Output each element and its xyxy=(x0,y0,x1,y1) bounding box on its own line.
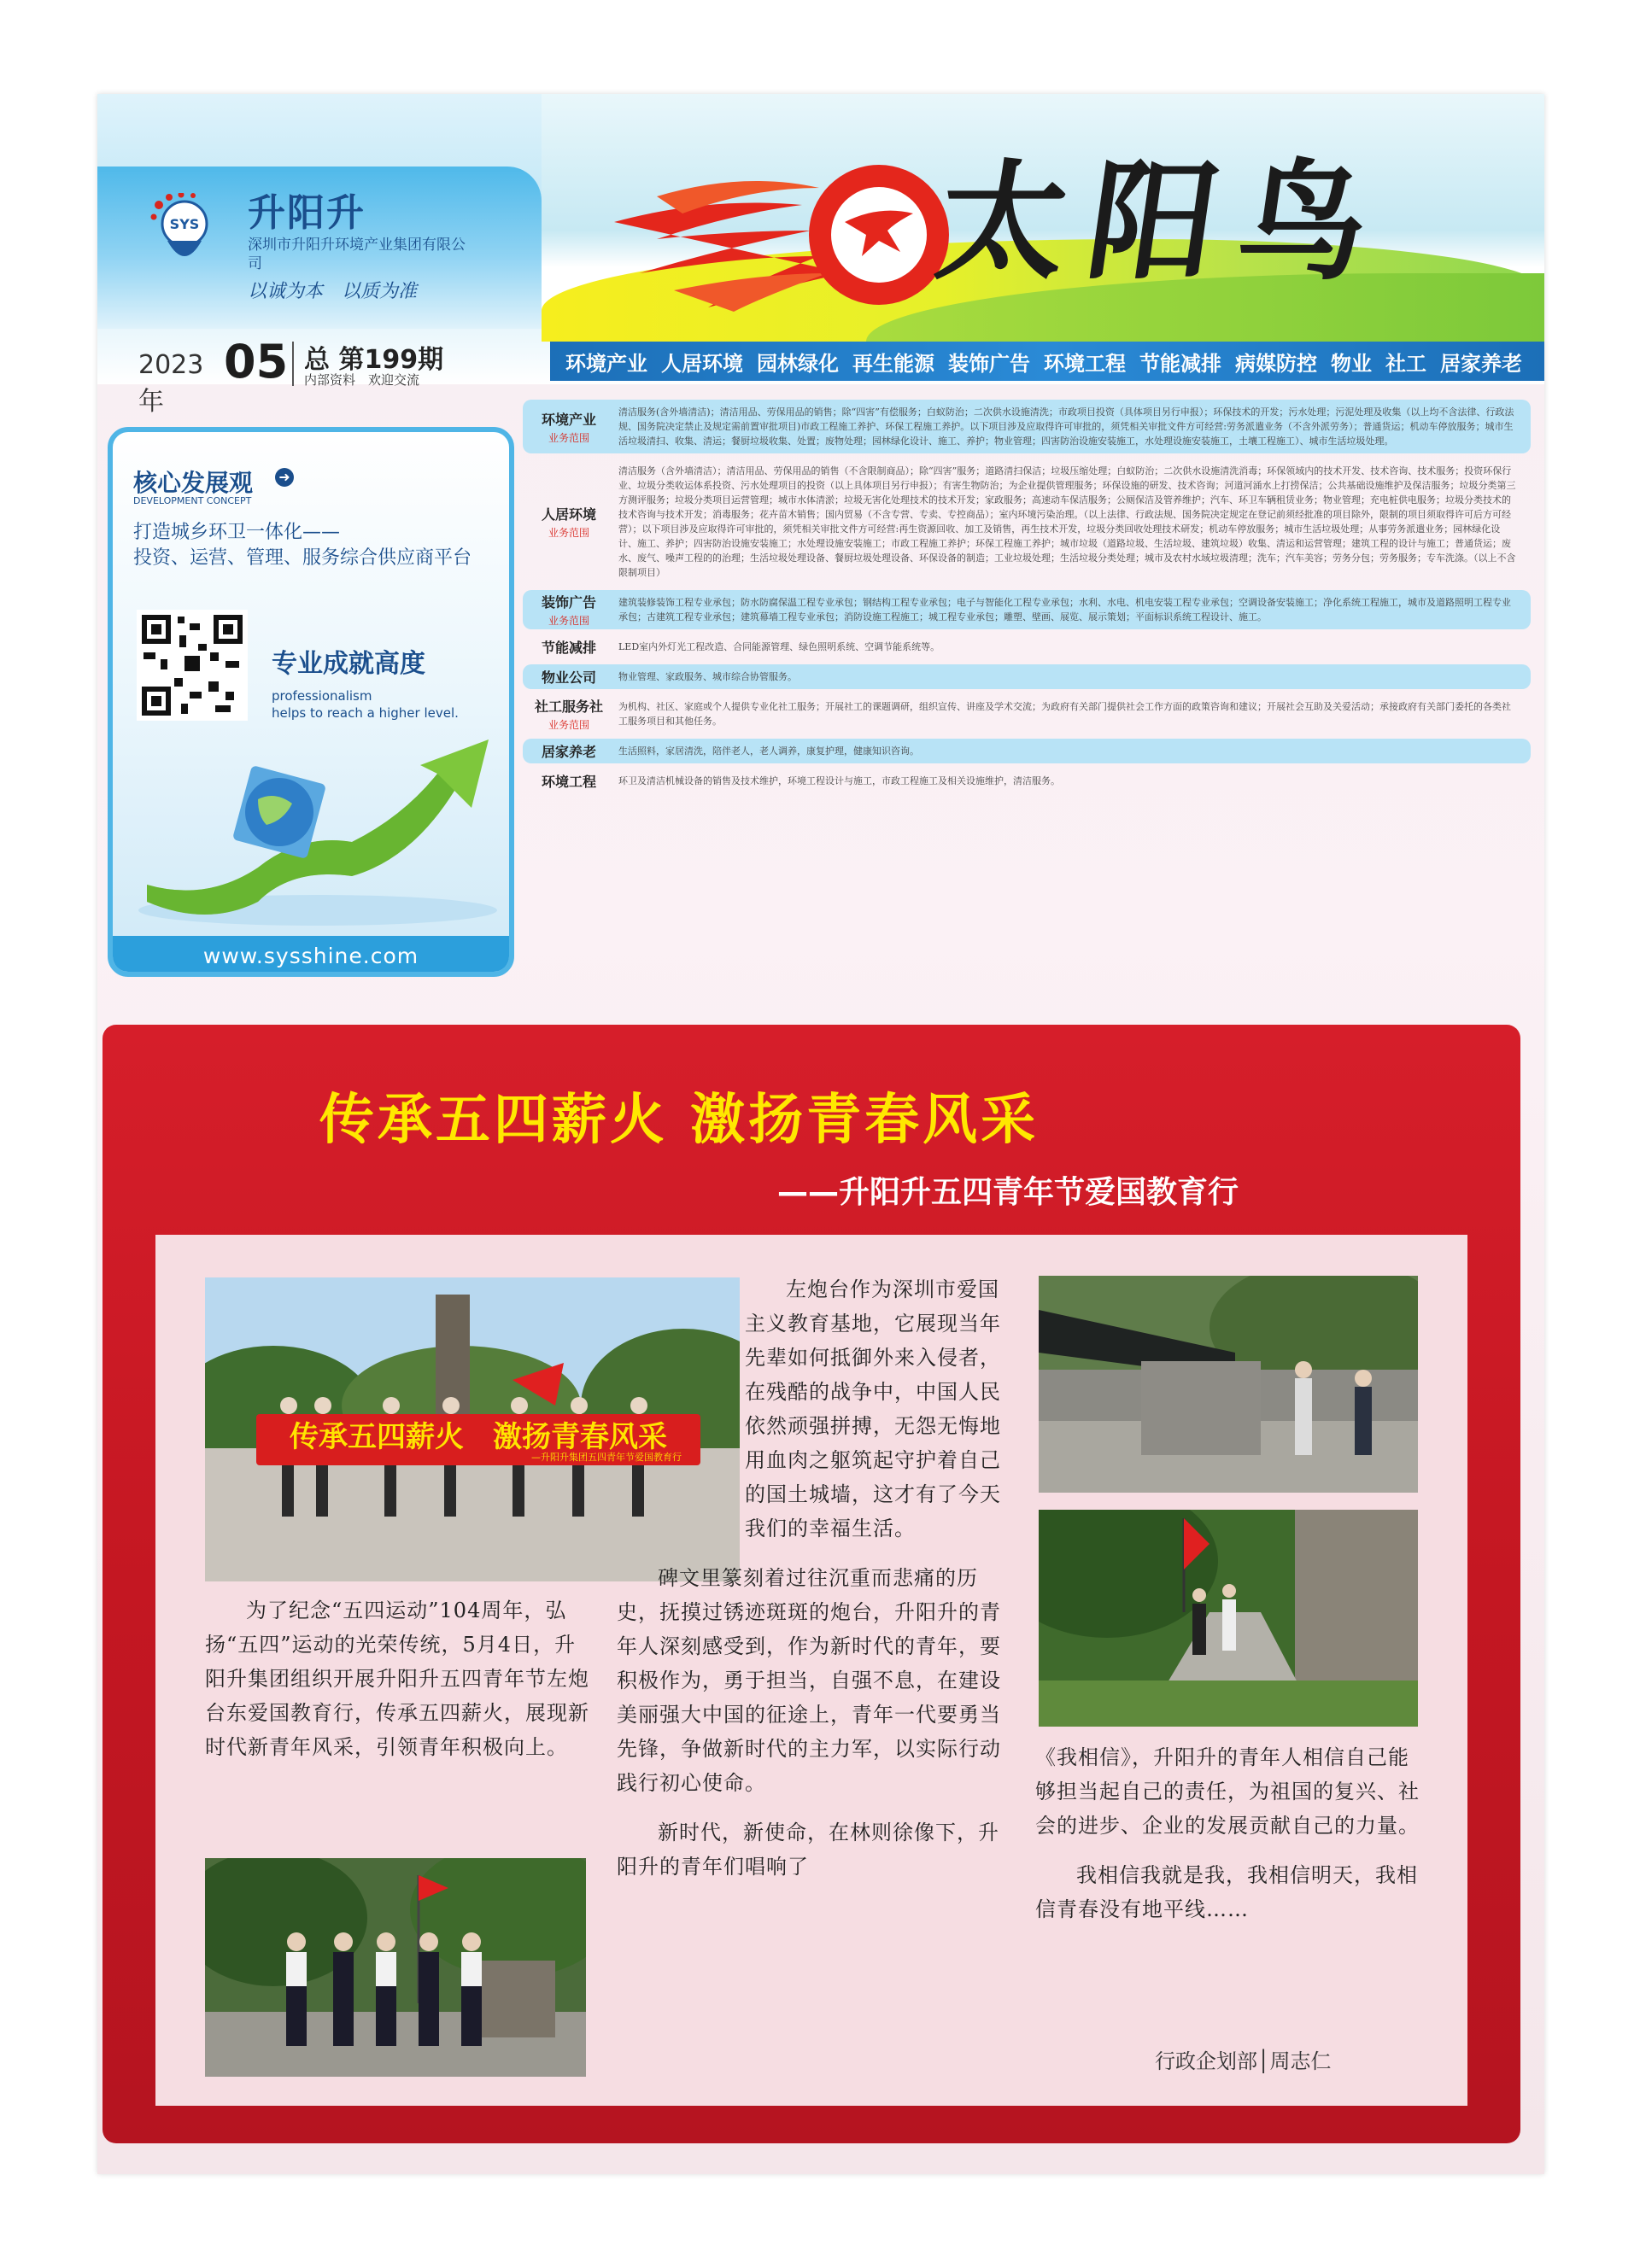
walking-flag-photo xyxy=(1039,1510,1418,1727)
paragraph: 新时代，新使命，在林则徐像下，升阳升的青年们唱响了 xyxy=(617,1821,999,1879)
service-category-label: 物业公司 xyxy=(541,669,596,686)
small-group-photo xyxy=(205,1858,586,2077)
company-motto: 以诚为本 以质为准 xyxy=(248,281,418,302)
service-row xyxy=(523,400,1531,453)
article-column-2-main xyxy=(617,1272,1008,1884)
service-row xyxy=(523,459,1531,585)
slogan-en-2: helps to reach a higher level. xyxy=(272,705,459,721)
nav-item[interactable]: 病媒防控 xyxy=(1235,351,1317,376)
paragraph: 《我相信》，升阳升的青年人相信自己能够担当起自己的责任，为祖国的复兴、社会的进步、企业的发展贡献自己的力量。 xyxy=(1035,1745,1420,1838)
nav-item[interactable]: 环境产业 xyxy=(565,351,647,376)
service-description: 清洁服务(含外墙清洁)；清洁用品、劳保用品的销售；除“四害”有偿服务；白蚁防治；二次供水设施清洗；市政项目投资（具体项目另行申报）；环保技术的开发；污水处理；污泥处理及收集（以上均不含法律、行政法规、国务院决定禁止及规定需前置审批项目)市政工程施工养护、环保工程施工养护。以下项目涉及应取得许可审批的，须凭相关审批文件方可经营:劳务派遣业务（不含外派劳务）；普通货运；机动车停放服务；城市生活垃圾清扫、收集、清运；餐厨垃圾收集、处置；废物处理；园林绿化设计、施工、养护；物业管理；四害防治设施安装施工，水处理设施安装施工，土壤工程施工）、城市生活垃圾处理。 xyxy=(618,406,1514,447)
company-name: 深圳市升阳升环境产业集团有限公司 xyxy=(248,237,466,272)
paragraph: 为了纪念“五四运动”104周年，弘扬“五四”运动的光荣传统，5月4日，升阳升集团组织开展升阳升五四青年节左炮台东爱国教育行，传承五四薪火，展现新时代新青年风采，引领青年积极向上。 xyxy=(205,1599,589,1759)
nav-item[interactable]: 再生能源 xyxy=(852,351,934,376)
service-row xyxy=(523,694,1531,734)
slogan: 专业成就高度 xyxy=(272,649,425,679)
business-navbar xyxy=(550,342,1544,381)
service-row xyxy=(523,634,1531,659)
nav-item[interactable]: 物业 xyxy=(1331,351,1372,376)
article-section xyxy=(102,1025,1520,2143)
paragraph: 左炮台作为深圳市爱国主义教育基地，它展现当年先辈如何抵御外来入侵者，在残酷的战争中，中国人民依然顽强拼搏，无怨无悔地用血肉之躯筑起守护着自己的国土城墙，这才有了今天我们的幸福生活。 xyxy=(745,1277,1001,1540)
article-subtitle: ——升阳升五四青年节爱国教育行 xyxy=(777,1175,1239,1210)
article-body xyxy=(155,1235,1467,2106)
brand-block xyxy=(248,193,478,303)
issue-total: 总 第199期 xyxy=(304,345,444,375)
qr-code-icon[interactable] xyxy=(137,610,248,721)
service-description: 清洁服务（含外墙清洁）；清洁用品、劳保用品的销售（不含限制商品）；除“四害”服务；道路清扫保洁；垃圾压缩处理；白蚁防治；二次供水设施清洗消毒；环保领域内的技术开发、技术咨询、技术服务；投资环保行业、垃圾分类收运体系投资、污水处理项目的投资（以上具体项目另行申报）；有害生物防治；为企业提供管理服务；环保设施的研发、技术咨询；河道河涌水上打捞保洁；公共基础设施维护及保洁服务；垃圾分类第三方测评服务；垃圾分类项目运营管理；城市水体清淤；垃圾无害化处理技术的技术开发；家政服务；高速动车保洁服务；公厕保洁及管养维护；汽车、环卫车辆租赁业务；物业管理；充电桩供电服务；垃圾分类技术的技术咨询与技术开发；消毒服务；花卉苗木销售；国内贸易（不含专营、专卖、专控商品）；室内环境污染治理。（以上法律、行政法规、国务院决定规定在登记前须经批准的项目除外，限制的项目须取得许可后方可经营）；以下项目涉及应取得许可审批的，须凭相关审批文件方可经营:再生资源回收、加工及销售，再生技术开发，垃圾分类回收处理技术研发；机动车停放服务；城市生活垃圾处理；从事劳务派遣业务；园林绿化设计、施工、养护；四害防治设施安装施工；水处理设施安装施工；市政工程施工养护；环保工程施工养护；城市垃圾（道路垃圾、生活垃圾、建筑垃圾）收集、清运和运营管理；建筑工程的设计与施工；普通货运；废水、废气、噪声工程的的治理；生活垃圾处理设备、餐厨垃圾处理设备、环保设备的制造；工业垃圾处理；生活垃圾分类处理；城市及农村水域垃圾清理；洗车；汽车美容；劳务分包；劳务服务；专车洗涤。（以上不含限制项目） xyxy=(618,465,1516,578)
growth-arrow-globe-icon xyxy=(130,739,506,927)
nav-item[interactable]: 节能减排 xyxy=(1139,351,1221,376)
article-column-1 xyxy=(205,1593,589,1764)
service-scope-label: 业务范围 xyxy=(548,719,589,731)
service-description: 环卫及清洁机械设备的销售及技术维护，环境工程设计与施工，市政工程施工及相关设施维护，清洁服务。 xyxy=(618,775,1060,786)
concept-line-2: 投资、运营、管理、服务综合供应商平台 xyxy=(133,547,472,569)
panel-title-en: DEVELOPMENT CONCEPT xyxy=(133,495,252,506)
service-category xyxy=(523,400,615,453)
service-description: 生活照料，家居清洗，陪伴老人，老人调养，康复护理，健康知识咨询。 xyxy=(618,745,919,757)
service-category-label: 居家养老 xyxy=(541,744,596,760)
service-row xyxy=(523,739,1531,763)
service-category-label: 社工服务社 xyxy=(534,699,603,715)
service-category xyxy=(523,769,615,793)
services-table xyxy=(523,400,1531,798)
issue-year: 2023年 xyxy=(138,350,204,417)
arrow-right-icon: ➜ xyxy=(275,468,294,487)
panel-title: 核心发展观 xyxy=(133,469,254,497)
cannon-photo xyxy=(1039,1276,1418,1493)
website-url[interactable]: www.sysshine.com xyxy=(113,936,509,977)
paragraph: 碑文里篆刻着过往沉重而悲痛的历史，抚摸过锈迹斑斑的炮台，升阳升的青年人深刻感受到，作为新时代的青年，要积极作为，勇于担当，自强不息，在建设美丽强大中国的征途上，青年一代要勇当先锋，争做新时代的主力军，以实际行动践行初心使命。 xyxy=(617,1566,1001,1795)
issue-month: 05 xyxy=(224,335,289,389)
service-row xyxy=(523,664,1531,689)
service-description: 为机构、社区、家庭或个人提供专业化社工服务；开展社工的课题调研，组织宣传、讲座及学术交流；为政府有关部门提供社会工作方面的政策咨询和建议；开展社会互助及关爱活动；承接政府有关部门委托的各类社工服务项目和其他任务。 xyxy=(618,701,1511,727)
service-category-label: 环境产业 xyxy=(541,411,596,428)
flame-bird-logo-icon xyxy=(606,145,964,316)
masthead-title: 太阳鸟 xyxy=(928,147,1401,297)
service-scope-label: 业务范围 xyxy=(548,527,589,539)
service-scope-label: 业务范围 xyxy=(548,615,589,627)
service-row xyxy=(523,769,1531,793)
service-scope-label: 业务范围 xyxy=(548,431,589,444)
nav-item[interactable]: 园林绿化 xyxy=(757,351,839,376)
article-title: 传承五四薪火 激扬青春风采 xyxy=(319,1089,1040,1152)
nav-item[interactable]: 环境工程 xyxy=(1044,351,1126,376)
slogan-en-1: professionalism xyxy=(272,688,372,704)
development-concept-panel xyxy=(108,427,514,977)
svg-text:SYS: SYS xyxy=(169,216,200,232)
service-category-label: 人居环境 xyxy=(541,506,596,523)
service-category-label: 环境工程 xyxy=(541,774,596,790)
svg-text:传承五四薪火 激扬青春风采: 传承五四薪火 激扬青春风采 xyxy=(290,1420,667,1454)
service-category xyxy=(523,664,615,689)
service-category xyxy=(523,590,615,629)
author-byline: 行政企划部│周志仁 xyxy=(1155,2049,1332,2073)
paragraph: 我相信我就是我，我相信明天，我相信青春没有地平线…… xyxy=(1035,1863,1418,1921)
service-category xyxy=(523,739,615,763)
nav-item[interactable]: 装饰广告 xyxy=(948,351,1030,376)
service-description: 建筑装修装饰工程专业承包；防水防腐保温工程专业承包；钢结构工程专业承包；电子与智能化工程专业承包；水利、水电、机电安装工程专业承包；空调设备安装施工；净化系统工程施工，城市及道路照明工程专业承包；古建筑工程专业承包；建筑幕墙工程专业承包；消防设施工程施工；城工程专业承包；雕塑、壁画、展览、展示策划；平面标识系统工程设计、施工。 xyxy=(618,597,1511,623)
nav-item[interactable]: 社工 xyxy=(1385,351,1426,376)
nav-item[interactable]: 人居环境 xyxy=(661,351,743,376)
issue-divider xyxy=(292,342,294,386)
service-category xyxy=(523,634,615,659)
service-category xyxy=(523,459,615,585)
svg-text:—升阳升集团五四青年节爱国教育行: —升阳升集团五四青年节爱国教育行 xyxy=(531,1452,682,1463)
service-row xyxy=(523,590,1531,629)
service-category xyxy=(523,694,615,734)
issue-note: 内部资料 欢迎交流 xyxy=(304,372,420,388)
nav-item[interactable]: 居家养老 xyxy=(1440,351,1522,376)
brand-name: 升阳升 xyxy=(248,191,366,235)
company-logo-icon xyxy=(150,193,217,277)
newsletter-page xyxy=(97,94,1544,2174)
service-category-label: 节能减排 xyxy=(541,640,596,656)
concept-line-1: 打造城乡环卫一体化—— xyxy=(133,522,341,543)
service-description: 物业管理、家政服务、城市综合协管服务。 xyxy=(618,671,797,682)
article-column-3 xyxy=(1035,1740,1426,1926)
service-category-label: 装饰广告 xyxy=(541,594,596,611)
service-description: LED室内外灯光工程改造、合同能源管理、绿色照明系统、空调节能系统等。 xyxy=(618,641,940,652)
